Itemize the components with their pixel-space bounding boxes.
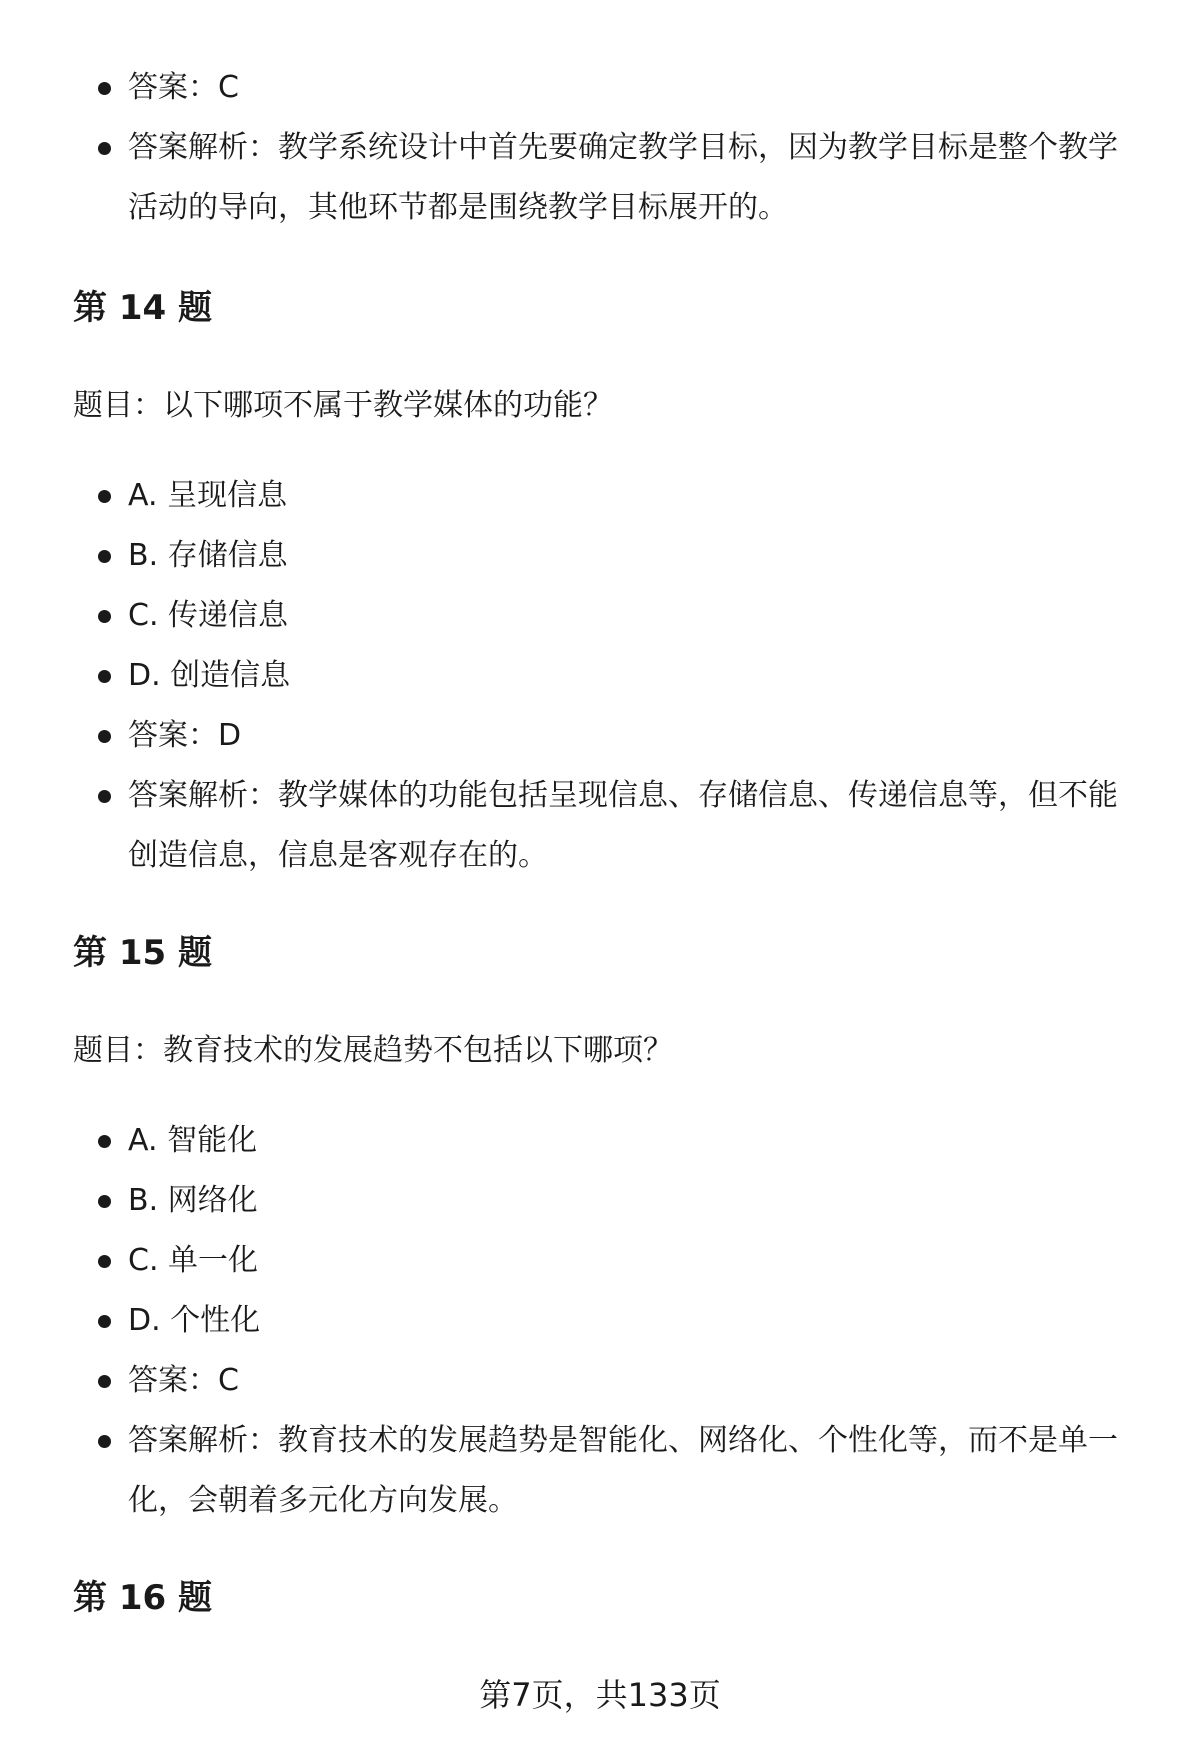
bullet-icon xyxy=(98,1315,111,1328)
answer-item xyxy=(0,1351,1200,1411)
list-item xyxy=(0,58,1200,118)
option-a xyxy=(0,1111,1200,1171)
q15-stem: 题目：教育技术的发展趋势不包括以下哪项？ xyxy=(73,1033,673,1068)
option-b xyxy=(0,526,1200,586)
option-d xyxy=(0,1291,1200,1351)
q16-heading: 第 16 题 xyxy=(73,1578,212,1618)
option-text: B. 存储信息 xyxy=(128,538,288,573)
option-text: D. 个性化 xyxy=(128,1303,261,1338)
explanation-text: 答案解析：教育技术的发展趋势是智能化、网络化、个性化等，而不是单一化，会朝着多元化方向发展。 xyxy=(128,1423,1118,1518)
option-text: C. 单一化 xyxy=(128,1243,259,1278)
bullet-icon xyxy=(98,610,111,623)
page-number: 第7页，共133页 xyxy=(479,1676,721,1714)
bullet-icon xyxy=(98,1375,111,1388)
bullet-icon xyxy=(98,790,111,803)
bullet-icon xyxy=(98,1135,111,1148)
answer-text: 答案：C xyxy=(128,70,239,105)
q15-list xyxy=(0,1111,1200,1531)
q14-list xyxy=(0,466,1200,886)
option-c xyxy=(0,586,1200,646)
q13-answer-block xyxy=(0,58,1200,238)
option-a xyxy=(0,466,1200,526)
option-text: C. 传递信息 xyxy=(128,598,289,633)
explanation-text: 答案解析：教学系统设计中首先要确定教学目标，因为教学目标是整个教学活动的导向，其他环节都是围绕教学目标展开的。 xyxy=(128,130,1118,225)
answer-item xyxy=(0,706,1200,766)
bullet-icon xyxy=(98,670,111,683)
option-d xyxy=(0,646,1200,706)
bullet-icon xyxy=(98,1255,111,1268)
explanation-item xyxy=(0,1411,1200,1531)
q14-heading: 第 14 题 xyxy=(73,288,212,328)
explanation-text: 答案解析：教学媒体的功能包括呈现信息、存储信息、传递信息等，但不能创造信息，信息是客观存在的。 xyxy=(128,778,1118,873)
option-text: A. 呈现信息 xyxy=(128,478,288,513)
bullet-icon xyxy=(98,550,111,563)
option-text: B. 网络化 xyxy=(128,1183,258,1218)
bullet-icon xyxy=(98,142,111,155)
q14-stem: 题目：以下哪项不属于教学媒体的功能？ xyxy=(73,388,613,423)
option-text: D. 创造信息 xyxy=(128,658,291,693)
answer-text: 答案：D xyxy=(128,718,242,753)
q15-options-block xyxy=(0,1111,1200,1531)
q15-heading: 第 15 题 xyxy=(73,933,212,973)
bullet-icon xyxy=(98,1435,111,1448)
bullet-icon xyxy=(98,1195,111,1208)
explanation-item xyxy=(0,766,1200,886)
q14-options-block xyxy=(0,466,1200,886)
answer-text: 答案：C xyxy=(128,1363,239,1398)
option-c xyxy=(0,1231,1200,1291)
option-b xyxy=(0,1171,1200,1231)
bullet-icon xyxy=(98,490,111,503)
bullet-icon xyxy=(98,82,111,95)
q13-list xyxy=(0,58,1200,238)
bullet-icon xyxy=(98,730,111,743)
list-item xyxy=(0,118,1200,238)
option-text: A. 智能化 xyxy=(128,1123,258,1158)
